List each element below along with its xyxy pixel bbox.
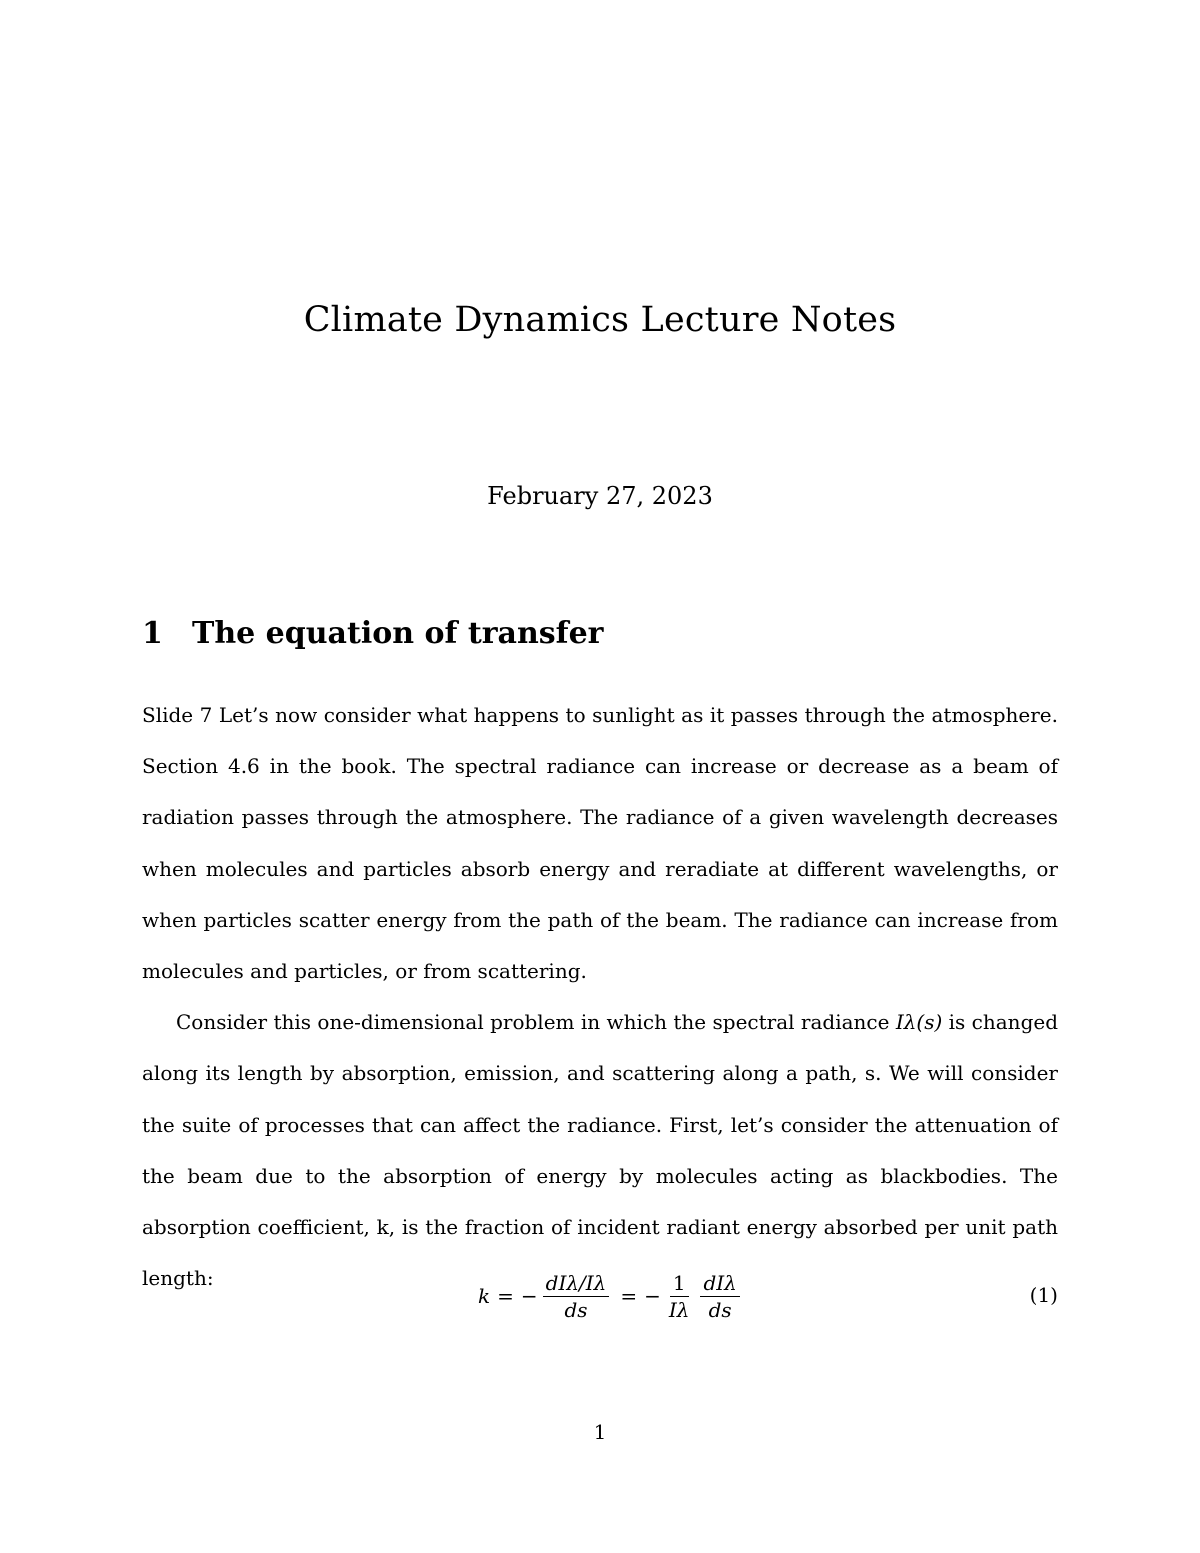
eq-equals-2: =: [620, 1284, 638, 1308]
eq-fraction-3-denominator: ds: [708, 1297, 732, 1322]
paragraph-1: Slide 7 Let’s now consider what happens to sunlight as it passes through the atmosphere. Section 4.6 in the book. The spectral radiance can increase or decrease as a beam of radiation passes through the atmosphere. The radiance of a given wavelength decreases when molecules and particles absorb energy and reradiate at different wavelengths, or when particles scatter energy from the path of the beam. The radiance can increase from molecules and particles, or from scattering.: [142, 703, 1058, 984]
equation-1: [142, 1266, 1058, 1326]
document-title: Climate Dynamics Lecture Notes: [303, 300, 897, 340]
eq-fraction-2-denominator: Iλ: [668, 1297, 690, 1322]
eq-minus-2: −: [644, 1284, 661, 1308]
section-title: The equation of transfer: [192, 616, 604, 651]
eq-fraction-1: [543, 1270, 610, 1323]
document-date: February 27, 2023: [487, 482, 713, 510]
eq-fraction-2: [666, 1270, 693, 1323]
eq-fraction-1-numerator: dIλ/Iλ: [543, 1270, 610, 1297]
paragraph-2-text-before: Consider this one-dimensional problem in which the spectral radiance: [176, 1010, 896, 1035]
eq-fraction-3-numerator: dIλ: [700, 1270, 739, 1297]
equation-number: (1): [1029, 1283, 1058, 1307]
paragraph-2: [142, 997, 1058, 1304]
paragraph-2-text-after: is changed along its length by absorption, emission, and scattering along a path, s. We will consider the suite of processes that can affect the radiance. First, let’s consider the attenuation of the beam due to the absorption of energy by molecules acting as blackbodies. The absorption coefficient, k, is the fraction of incident radiant energy absorbed per unit path length:: [142, 1010, 1059, 1291]
section-number: 1: [142, 616, 163, 651]
inline-math-radiance: Iλ(s): [895, 1010, 943, 1035]
equation-body: [478, 1266, 744, 1326]
eq-fraction-1-denominator: ds: [564, 1297, 588, 1322]
eq-fraction-3: [700, 1270, 739, 1323]
page-number: 1: [593, 1420, 607, 1444]
body-text: [142, 690, 1058, 1304]
section-heading: [142, 616, 603, 651]
eq-fraction-2-numerator: 1: [670, 1270, 689, 1297]
eq-equals-1: =: [497, 1284, 514, 1308]
eq-minus-1: −: [520, 1284, 538, 1308]
eq-lhs: k: [478, 1284, 491, 1308]
